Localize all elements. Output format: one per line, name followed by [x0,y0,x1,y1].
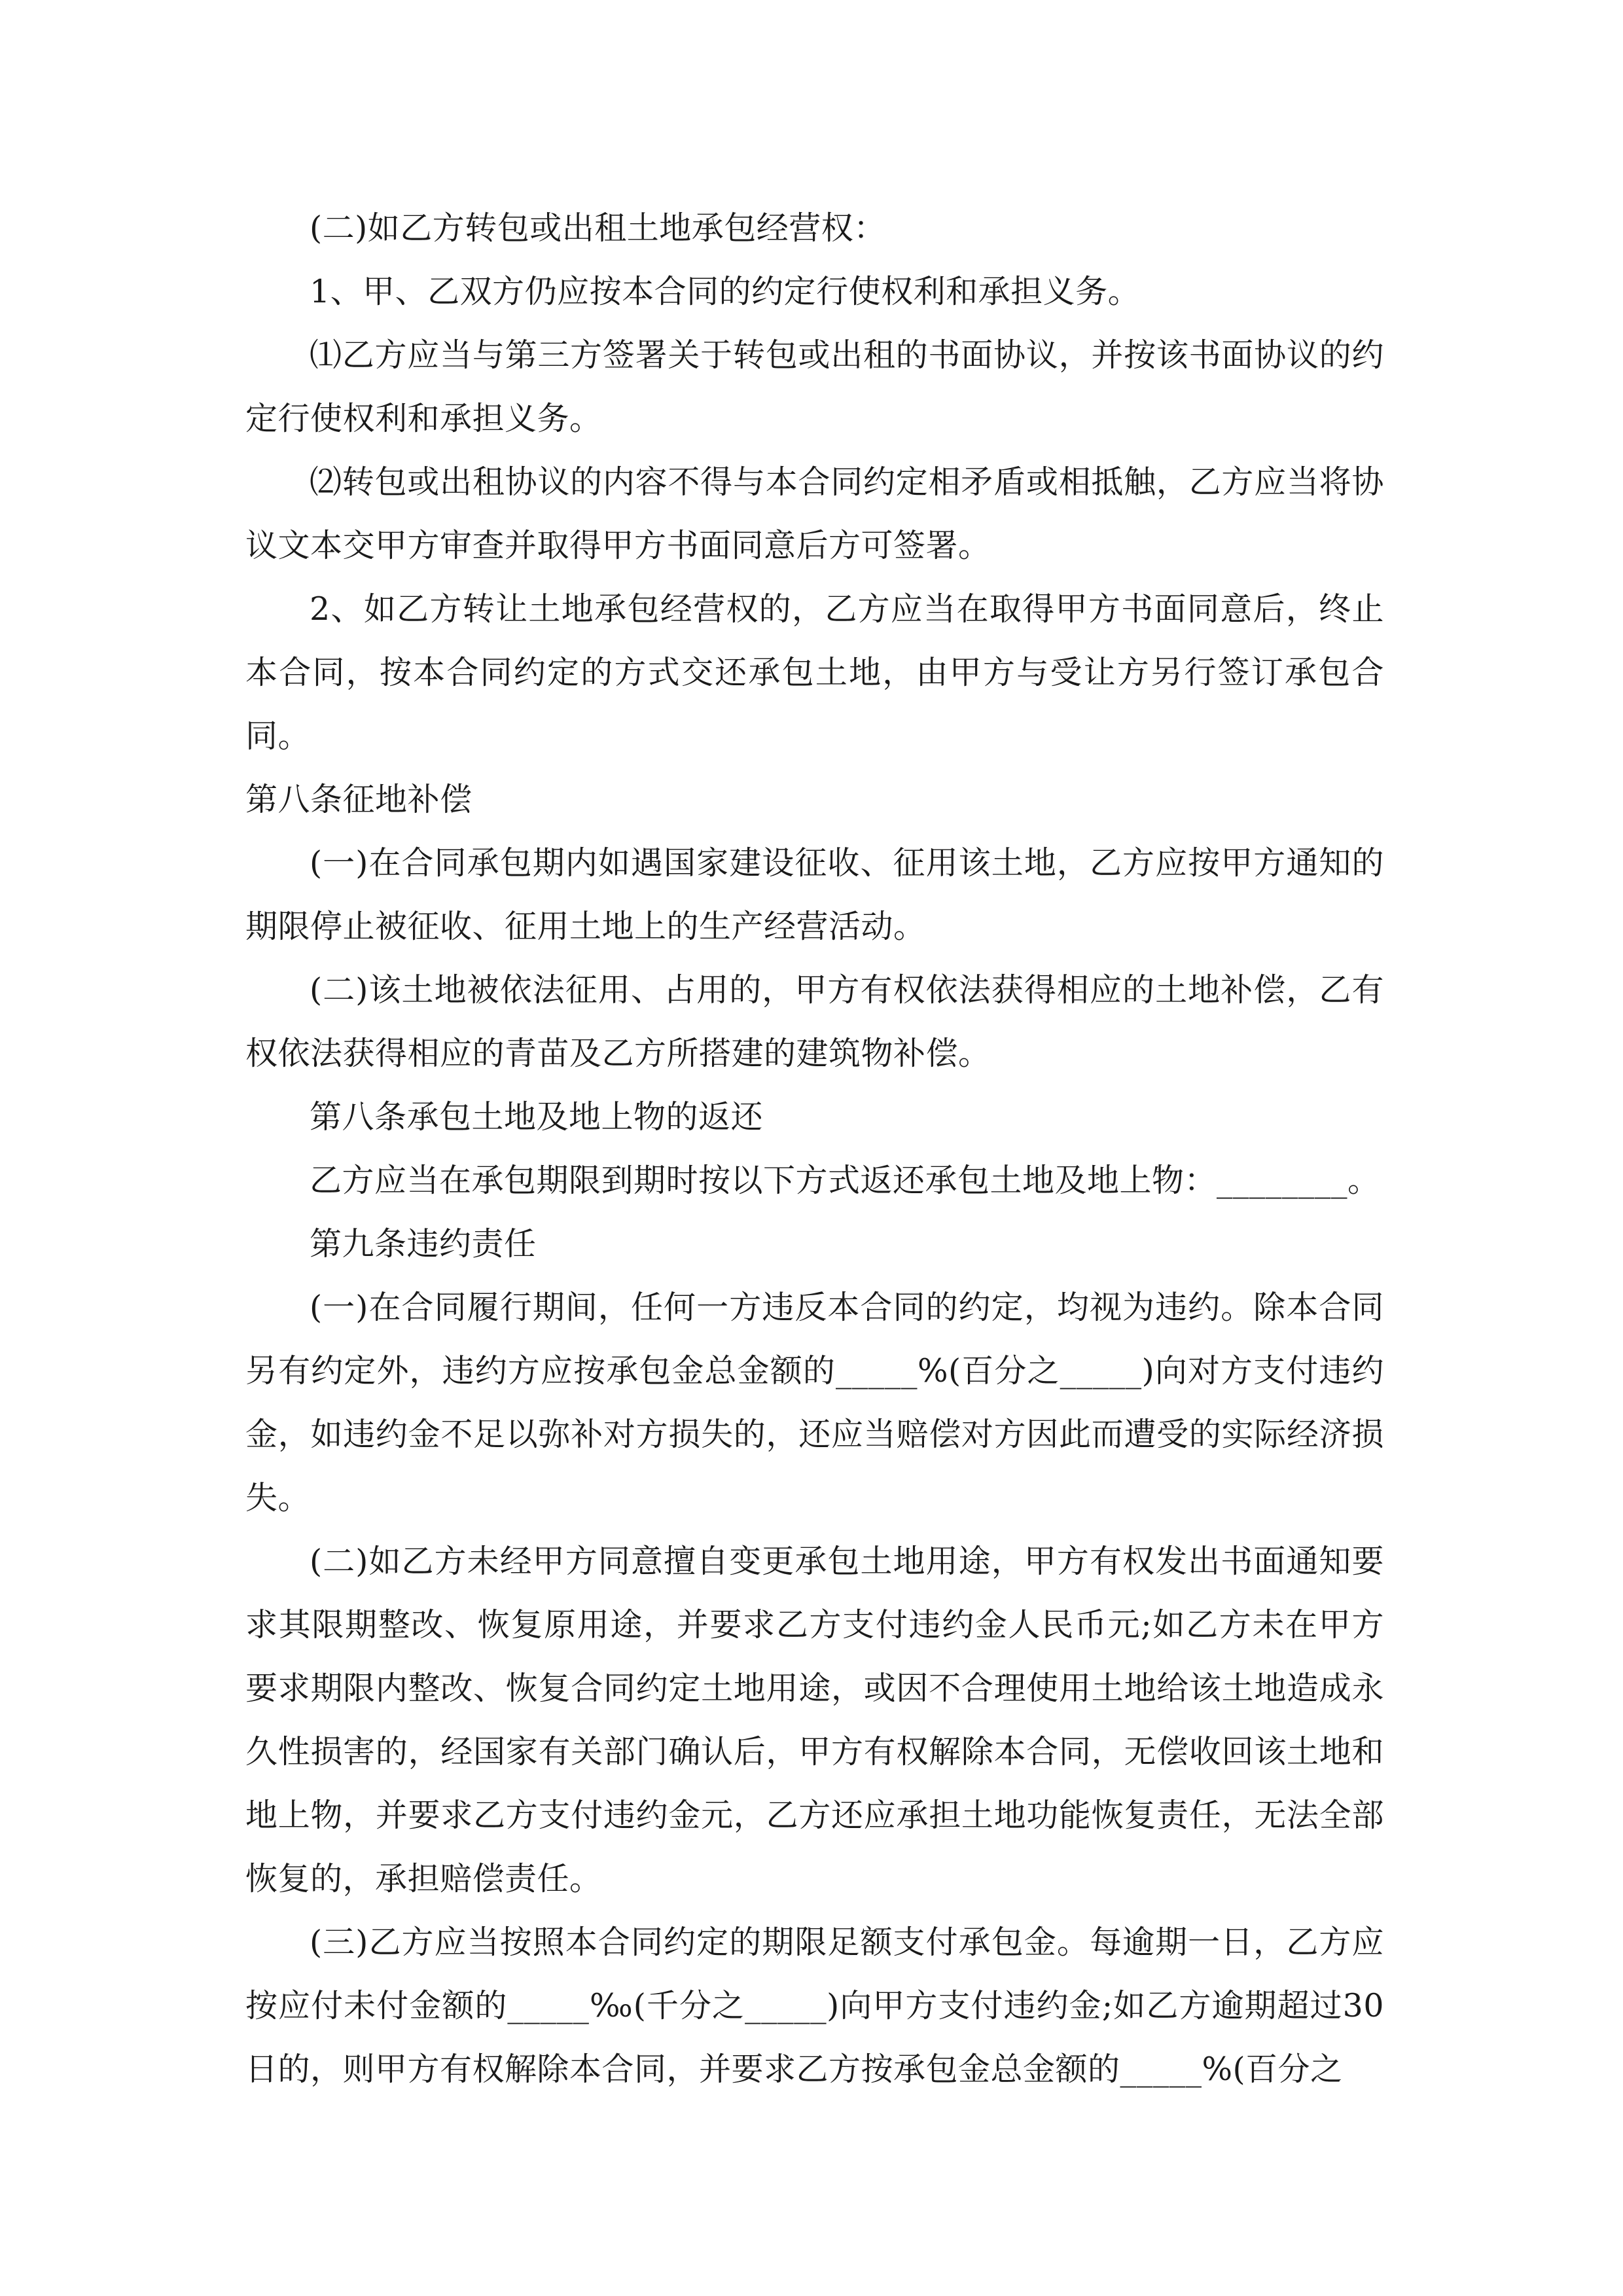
article-heading-land-return: 第八条承包土地及地上物的返还 [310,1098,764,1136]
paragraph-land-expropriation: (一)在合同承包期内如遇国家建设征收、征用该土地，乙方应按甲方通知的期限停止被征收、征用土地上的生产经营活动。 [245,844,1384,945]
article-heading-land-compensation: 第八条征地补偿 [245,781,473,818]
paragraph-subletting-heading: (二)如乙方转包或出租土地承包经营权： [310,209,886,247]
article-heading-breach-liability: 第九条违约责任 [310,1225,537,1263]
paragraph-transfer-termination: 2、如乙方转让土地承包经营权的，乙方应当在取得甲方书面同意后，终止本合同，按本合同约定的方式交还承包土地，由甲方与受让方另行签订承包合同。 [245,590,1384,755]
paragraph-agreement-review: ⑵转包或出租协议的内容不得与本合同约定相矛盾或相抵触，乙方应当将协议文本交甲方审查并取得甲方书面同意后方可签署。 [245,463,1384,564]
paragraph-compensation-rights: (二)该土地被依法征用、占用的，甲方有权依法获得相应的土地补偿，乙有权依法获得相应的青苗及乙方所搭建的建筑物补偿。 [245,971,1384,1072]
paragraph-breach-payment: (三)乙方应当按照本合同约定的期限足额支付承包金。每逾期一日，乙方应按应付未付金额的_____‰(千分之_____)向甲方支付违约金;如乙方逾期超过30日的，则甲方有权解除本合同，并要求乙方按承包金总金额的_____%(百分之 [245,1924,1384,2088]
paragraph-breach-land-use: (二)如乙方未经甲方同意擅自变更承包土地用途，甲方有权发出书面通知要求其限期整改、恢复原用途，并要求乙方支付违约金人民币元;如乙方未在甲方要求期限内整改、恢复合同约定土地用途，或因不合理使用土地给该土地造成永久性损害的，经国家有关部门确认后，甲方有权解除本合同，无偿收回该土地和地上物，并要求乙方支付违约金元，乙方还应承担土地功能恢复责任，无法全部恢复的，承担赔偿责任。 [245,1543,1384,1897]
paragraph-third-party-agreement: ⑴乙方应当与第三方签署关于转包或出租的书面协议，并按该书面协议的约定行使权利和承担义务。 [245,336,1384,437]
document-body [245,196,1384,2101]
paragraph-land-return-method: 乙方应当在承包期限到期时按以下方式返还承包土地及地上物：________。 [310,1162,1380,1199]
paragraph-rights-obligations: 1、甲、乙双方仍应按本合同的约定行使权利和承担义务。 [310,273,1141,310]
paragraph-breach-general: (一)在合同履行期间，任何一方违反本合同的约定，均视为违约。除本合同另有约定外，违约方应按承包金总金额的_____%(百分之_____)向对方支付违约金，如违约金不足以弥补对方损失的，还应当赔偿对方因此而遭受的实际经济损失。 [245,1289,1384,1516]
